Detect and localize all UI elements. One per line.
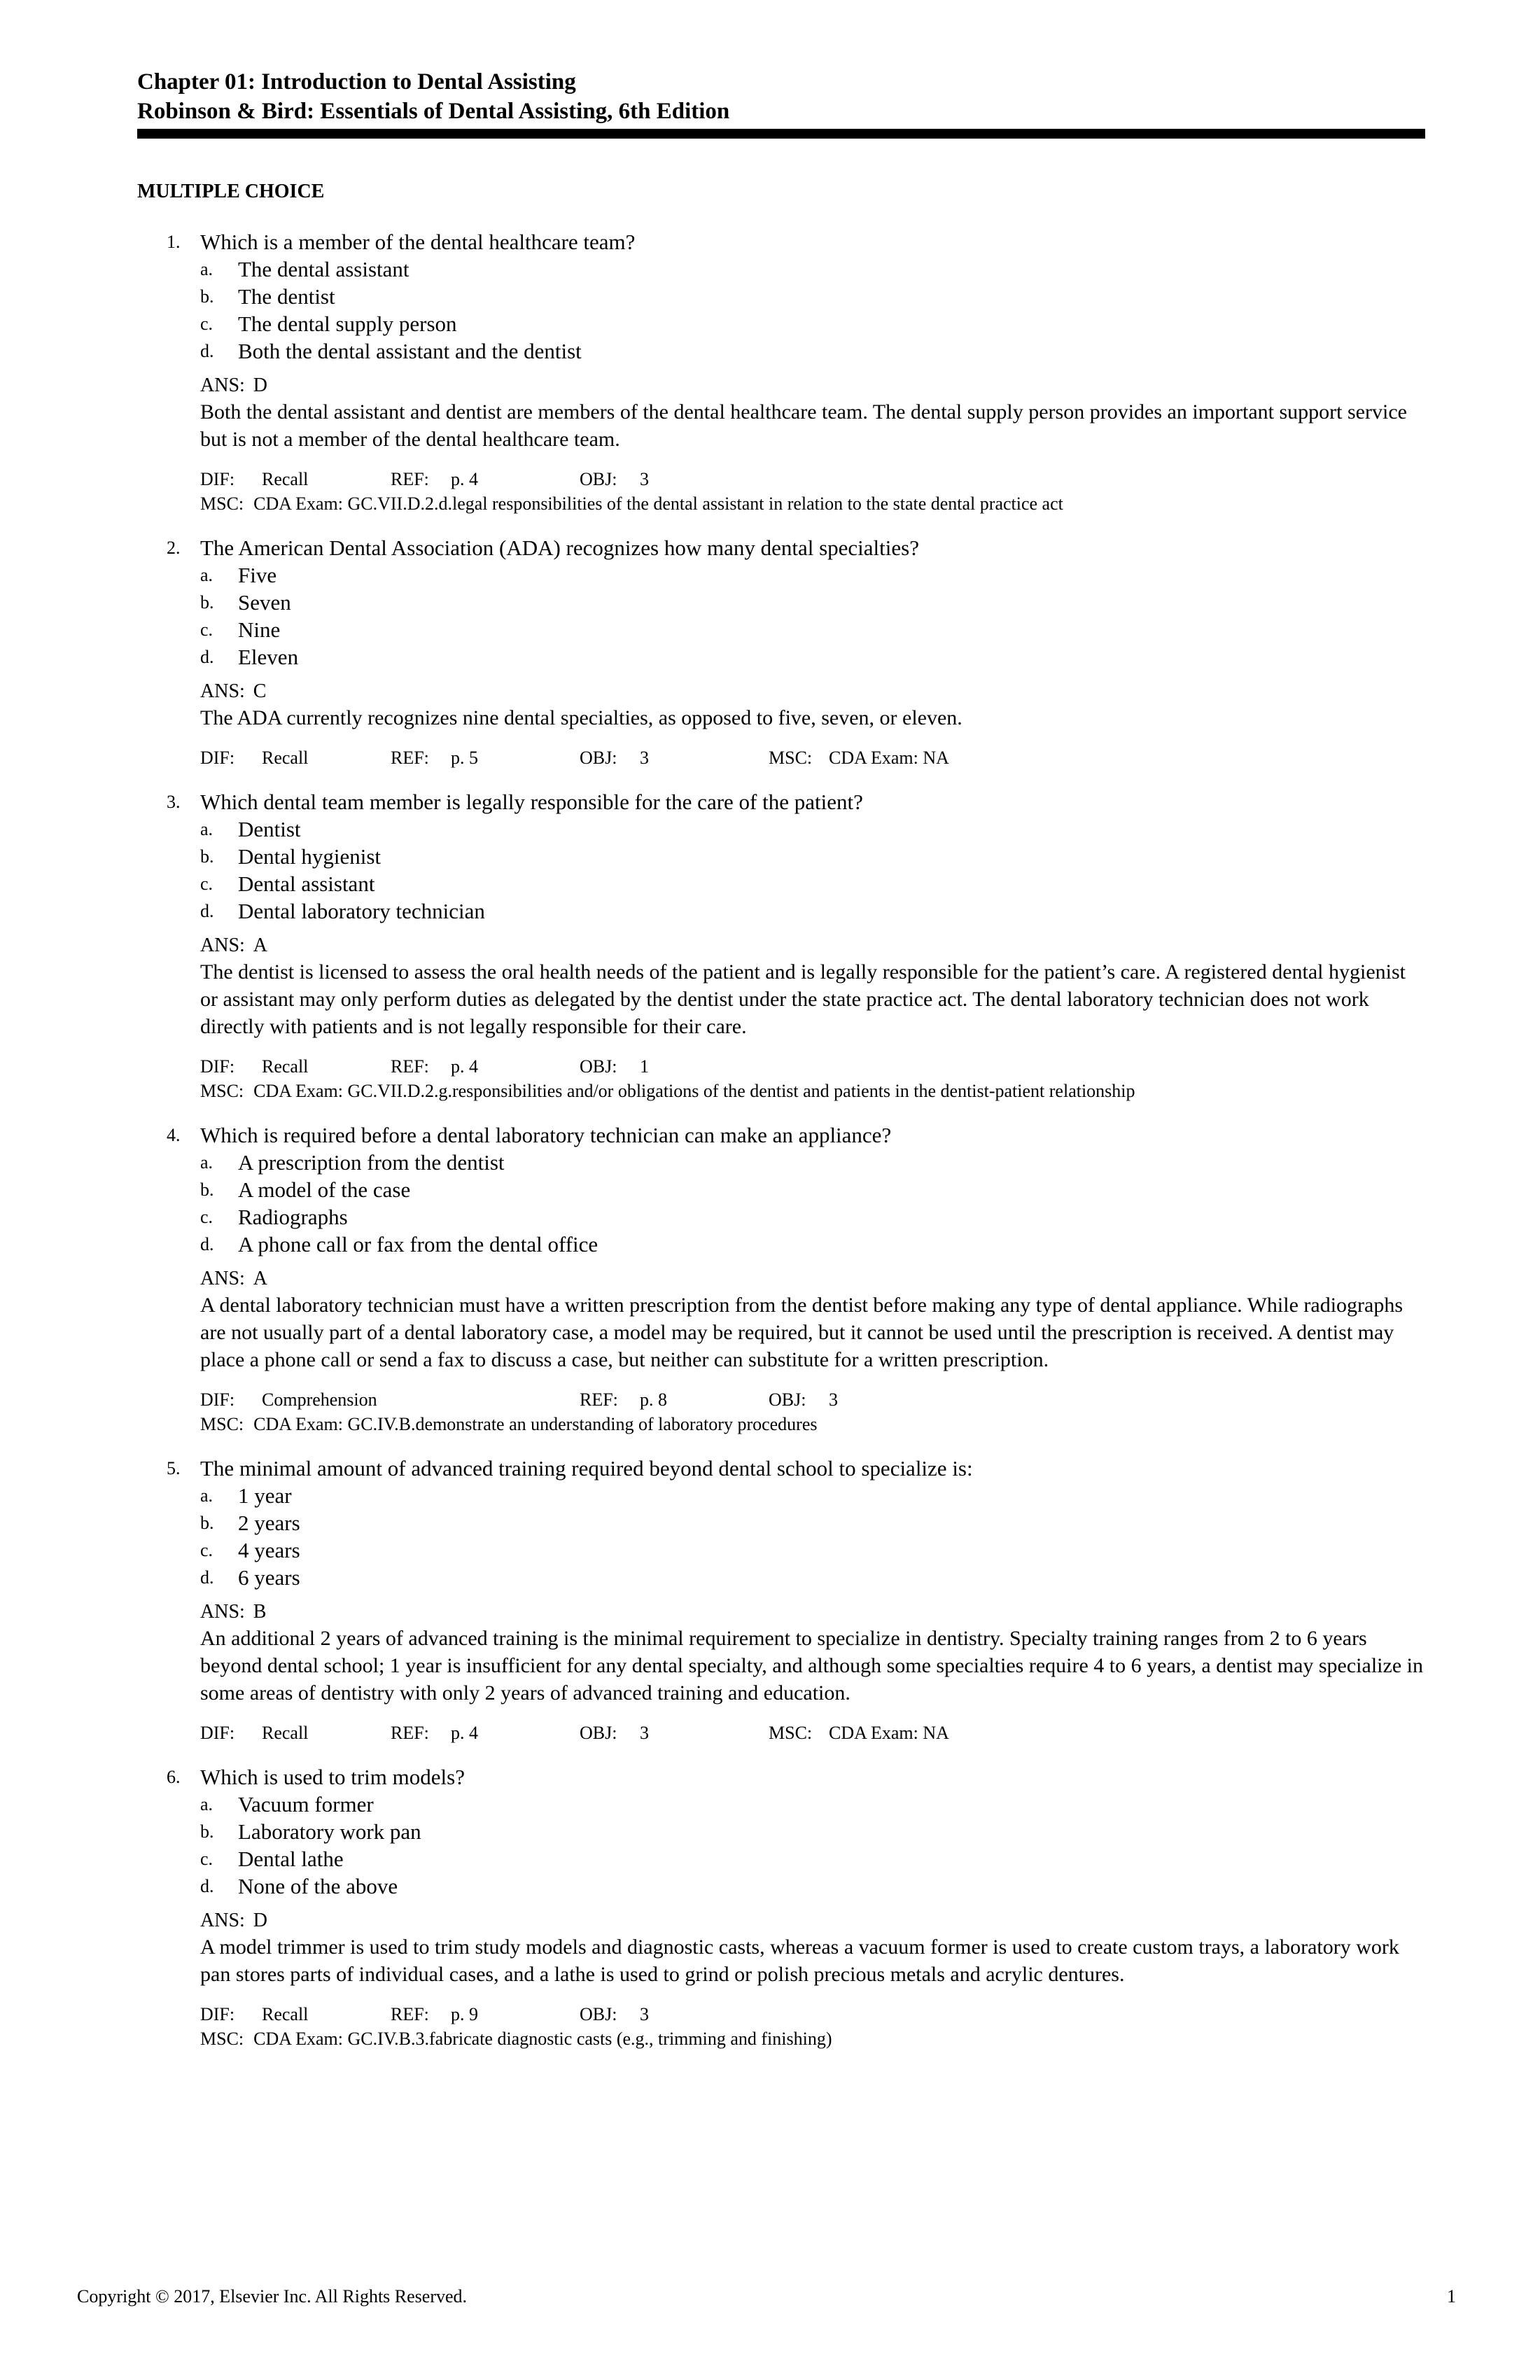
msc-row bbox=[200, 2026, 1425, 2051]
option-letter: c. bbox=[200, 874, 214, 894]
msc-row bbox=[200, 1079, 1425, 1103]
question-number: 6. bbox=[167, 1767, 181, 1787]
answer-key bbox=[137, 679, 1425, 704]
metadata-row bbox=[200, 1054, 1425, 1079]
option-text: A phone call or fax from the dental office bbox=[238, 1232, 598, 1256]
option-letter: c. bbox=[200, 1540, 214, 1560]
answer-option bbox=[200, 1791, 1425, 1818]
option-text: None of the above bbox=[238, 1874, 398, 1898]
answer-options bbox=[137, 1791, 1425, 1900]
option-letter: c. bbox=[200, 1207, 214, 1227]
dif-value: Recall bbox=[262, 1056, 309, 1077]
question-metadata bbox=[137, 1721, 1425, 1745]
answer-option bbox=[200, 589, 1425, 616]
option-text: A model of the case bbox=[238, 1177, 411, 1202]
ref-label: REF: bbox=[391, 1056, 429, 1077]
option-text: 6 years bbox=[238, 1565, 300, 1590]
answer-label: ANS: bbox=[200, 374, 245, 396]
dif-label: DIF: bbox=[200, 1390, 235, 1410]
answer-label: ANS: bbox=[200, 934, 245, 956]
answer-option bbox=[200, 616, 1425, 643]
dif-value: Recall bbox=[262, 2004, 309, 2024]
question-metadata bbox=[137, 1054, 1425, 1103]
section-title: MULTIPLE CHOICE bbox=[137, 181, 325, 202]
question-number: 1. bbox=[167, 232, 181, 252]
question-item bbox=[137, 1455, 1425, 1745]
ref-label: REF: bbox=[391, 748, 429, 768]
answer-option bbox=[200, 816, 1425, 843]
metadata-row bbox=[200, 746, 1425, 770]
answer-option bbox=[200, 870, 1425, 897]
header-rule bbox=[137, 129, 1425, 139]
dif-label: DIF: bbox=[200, 1723, 235, 1743]
question-item bbox=[137, 788, 1425, 1103]
dif-label: DIF: bbox=[200, 1056, 235, 1077]
answer-label: ANS: bbox=[200, 680, 245, 702]
msc-label: MSC: bbox=[200, 493, 244, 514]
rationale: An additional 2 years of advanced training is the minimal requirement to specialize in dentistry. Specialty training ranges from 2 to 6 years beyond dental school; 1 year is insufficient for any dental specialty, and although some specialties require 4 to 6 years, a dentist may specialize in some areas of dentistry with only 2 years of advanced training and education. bbox=[200, 1627, 1423, 1704]
question-item bbox=[137, 1121, 1425, 1436]
option-text: Dental hygienist bbox=[238, 844, 382, 869]
option-text: Dentist bbox=[238, 817, 301, 841]
metadata-row bbox=[200, 2002, 1425, 2026]
dif-value: Recall bbox=[262, 469, 309, 489]
msc-label: MSC: bbox=[200, 1081, 244, 1101]
msc-value: CDA Exam: NA bbox=[829, 1723, 949, 1743]
document-header bbox=[137, 67, 1425, 126]
answer-option bbox=[200, 561, 1425, 589]
question-stem bbox=[137, 788, 1425, 816]
option-text: The dental supply person bbox=[238, 312, 457, 336]
ref-value: p. 4 bbox=[451, 1056, 478, 1077]
ref-label: REF: bbox=[580, 1390, 618, 1410]
obj-value: 3 bbox=[640, 748, 649, 768]
option-letter: b. bbox=[200, 286, 214, 307]
ref-value: p. 5 bbox=[451, 748, 478, 768]
question-text: The minimal amount of advanced training required beyond dental school to specialize is: bbox=[200, 1456, 973, 1480]
dif-label: DIF: bbox=[200, 2004, 235, 2024]
answer-option bbox=[200, 283, 1425, 310]
question-metadata bbox=[137, 467, 1425, 516]
msc-value: CDA Exam: GC.IV.B.demonstrate an understanding of laboratory procedures bbox=[253, 1414, 818, 1434]
obj-label: OBJ: bbox=[580, 469, 617, 489]
answer-label: ANS: bbox=[200, 1601, 245, 1623]
answer-option bbox=[200, 1536, 1425, 1564]
option-letter: b. bbox=[200, 1513, 214, 1533]
option-letter: c. bbox=[200, 314, 214, 334]
answer-options bbox=[137, 1149, 1425, 1258]
question-stem bbox=[137, 228, 1425, 255]
obj-value: 3 bbox=[640, 469, 649, 489]
msc-row bbox=[200, 491, 1425, 516]
answer-option bbox=[200, 1203, 1425, 1231]
answer-options bbox=[137, 561, 1425, 671]
answer-option bbox=[200, 843, 1425, 870]
option-text: Dental lathe bbox=[238, 1847, 344, 1871]
option-text: Nine bbox=[238, 617, 281, 642]
dif-value: Recall bbox=[262, 1723, 309, 1743]
question-number: 5. bbox=[167, 1458, 181, 1478]
question-list bbox=[137, 228, 1425, 2069]
question-text: Which is used to trim models? bbox=[200, 1765, 465, 1789]
answer-key bbox=[137, 1266, 1425, 1292]
option-letter: d. bbox=[200, 1234, 214, 1254]
page-number: 1 bbox=[1447, 2286, 1456, 2306]
msc-label: MSC: bbox=[200, 1414, 244, 1434]
answer-option bbox=[200, 1482, 1425, 1509]
msc-value: CDA Exam: NA bbox=[829, 748, 949, 768]
option-text: Dental laboratory technician bbox=[238, 899, 485, 923]
ref-value: p. 4 bbox=[451, 1723, 478, 1743]
obj-label: OBJ: bbox=[769, 1390, 806, 1410]
question-item bbox=[137, 228, 1425, 516]
option-letter: c. bbox=[200, 1849, 214, 1869]
option-text: 2 years bbox=[238, 1511, 300, 1535]
answer-value: D bbox=[253, 374, 268, 396]
option-letter: b. bbox=[200, 846, 214, 867]
answer-options bbox=[137, 816, 1425, 925]
option-text: Dental assistant bbox=[238, 872, 375, 896]
rationale: The dentist is licensed to assess the oral health needs of the patient and is legally responsible for the patient’s care. A registered dental hygienist or assistant may only perform duties as delegated by the dentist under the state practice act. The dental laboratory technician does not work directly with patients and is not legally responsible for their care. bbox=[200, 960, 1406, 1038]
msc-value: CDA Exam: GC.VII.D.2.g.responsibilities and/or obligations of the dentist and patients in the dentist-patient relationship bbox=[253, 1081, 1135, 1101]
option-text: Five bbox=[238, 563, 277, 587]
option-text: 4 years bbox=[238, 1538, 300, 1562]
question-metadata bbox=[137, 746, 1425, 770]
chapter-title: Chapter 01: Introduction to Dental Assisting bbox=[137, 69, 576, 94]
answer-option bbox=[200, 1872, 1425, 1900]
question-stem bbox=[137, 1763, 1425, 1791]
msc-label: MSC: bbox=[769, 1723, 813, 1743]
ref-value: p. 9 bbox=[451, 2004, 478, 2024]
obj-value: 1 bbox=[640, 1056, 649, 1077]
ref-value: p. 8 bbox=[640, 1390, 667, 1410]
option-letter: a. bbox=[200, 819, 214, 839]
option-letter: d. bbox=[200, 1567, 214, 1588]
option-letter: a. bbox=[200, 259, 214, 279]
answer-value: C bbox=[253, 680, 267, 702]
page-footer bbox=[0, 2286, 1540, 2314]
metadata-row bbox=[200, 467, 1425, 491]
question-item bbox=[137, 1763, 1425, 2051]
answer-option bbox=[200, 1845, 1425, 1872]
obj-value: 3 bbox=[640, 2004, 649, 2024]
option-text: Seven bbox=[238, 590, 291, 615]
answer-option bbox=[200, 1231, 1425, 1258]
answer-key bbox=[137, 373, 1425, 398]
question-metadata bbox=[137, 1387, 1425, 1436]
question-text: Which is required before a dental laboratory technician can make an appliance? bbox=[200, 1123, 892, 1147]
obj-label: OBJ: bbox=[580, 748, 617, 768]
option-text: 1 year bbox=[238, 1483, 292, 1508]
answer-option bbox=[200, 1509, 1425, 1536]
option-text: Vacuum former bbox=[238, 1792, 374, 1816]
obj-label: OBJ: bbox=[580, 1056, 617, 1077]
copyright-notice: Copyright © 2017, Elsevier Inc. All Rights Reserved. bbox=[77, 2286, 468, 2306]
question-number: 4. bbox=[167, 1125, 181, 1145]
book-title: Robinson & Bird: Essentials of Dental Assisting, 6th Edition bbox=[137, 99, 730, 124]
rationale: A model trimmer is used to trim study models and diagnostic casts, whereas a vacuum former is used to create custom trays, a laboratory work pan stores parts of individual cases, and a lathe is used to grind or polish precious metals and acrylic dentures. bbox=[200, 1935, 1399, 1986]
answer-value: B bbox=[253, 1601, 267, 1623]
option-letter: d. bbox=[200, 647, 214, 667]
answer-key bbox=[137, 933, 1425, 958]
option-letter: a. bbox=[200, 1485, 214, 1506]
rationale: A dental laboratory technician must have a written prescription from the dentist before making any type of dental appliance. While radiographs are not usually part of a dental laboratory case, a model may be required, but it cannot be used until the prescription is received. A dentist may place a phone call or send a fax to discuss a case, but neither can substitute for a written prescription. bbox=[200, 1294, 1404, 1371]
option-letter: b. bbox=[200, 1180, 214, 1200]
option-letter: a. bbox=[200, 1152, 214, 1172]
msc-label: MSC: bbox=[769, 748, 813, 768]
answer-value: A bbox=[253, 934, 268, 956]
question-stem bbox=[137, 534, 1425, 561]
answer-option bbox=[200, 1564, 1425, 1591]
answer-options bbox=[137, 1482, 1425, 1591]
option-letter: b. bbox=[200, 592, 214, 612]
obj-label: OBJ: bbox=[580, 1723, 617, 1743]
answer-option bbox=[200, 1818, 1425, 1845]
answer-label: ANS: bbox=[200, 1910, 245, 1931]
question-text: Which is a member of the dental healthcare team? bbox=[200, 230, 636, 254]
option-text: The dental assistant bbox=[238, 257, 410, 281]
obj-label: OBJ: bbox=[580, 2004, 617, 2024]
option-letter: a. bbox=[200, 1794, 214, 1814]
question-metadata bbox=[137, 2002, 1425, 2051]
answer-value: D bbox=[253, 1910, 268, 1931]
msc-value: CDA Exam: GC.VII.D.2.d.legal responsibilities of the dental assistant in relation to the state dental practice act bbox=[253, 493, 1063, 514]
dif-value: Recall bbox=[262, 748, 309, 768]
option-letter: b. bbox=[200, 1821, 214, 1842]
option-letter: c. bbox=[200, 620, 214, 640]
question-number: 2. bbox=[167, 538, 181, 558]
option-letter: a. bbox=[200, 565, 214, 585]
option-text: A prescription from the dentist bbox=[238, 1150, 505, 1175]
option-letter: d. bbox=[200, 1876, 214, 1896]
ref-label: REF: bbox=[391, 1723, 429, 1743]
answer-option bbox=[200, 255, 1425, 283]
option-text: Laboratory work pan bbox=[238, 1819, 421, 1844]
option-text: Radiographs bbox=[238, 1205, 348, 1229]
metadata-row bbox=[200, 1721, 1425, 1745]
answer-key bbox=[137, 1600, 1425, 1625]
dif-value: Comprehension bbox=[262, 1390, 377, 1410]
option-letter: d. bbox=[200, 341, 214, 361]
msc-row bbox=[200, 1412, 1425, 1436]
answer-options bbox=[137, 255, 1425, 365]
option-text: Eleven bbox=[238, 645, 299, 669]
answer-option bbox=[200, 310, 1425, 337]
obj-value: 3 bbox=[829, 1390, 838, 1410]
dif-label: DIF: bbox=[200, 469, 235, 489]
answer-key bbox=[137, 1908, 1425, 1933]
dif-label: DIF: bbox=[200, 748, 235, 768]
question-text: The American Dental Association (ADA) recognizes how many dental specialties? bbox=[200, 536, 919, 560]
ref-label: REF: bbox=[391, 469, 429, 489]
obj-value: 3 bbox=[640, 1723, 649, 1743]
answer-label: ANS: bbox=[200, 1268, 245, 1289]
answer-option bbox=[200, 897, 1425, 925]
answer-option bbox=[200, 643, 1425, 671]
option-letter: d. bbox=[200, 901, 214, 921]
question-stem bbox=[137, 1121, 1425, 1149]
question-text: Which dental team member is legally responsible for the care of the patient? bbox=[200, 790, 863, 814]
option-text: The dentist bbox=[238, 284, 335, 309]
option-text: Both the dental assistant and the dentist bbox=[238, 339, 582, 363]
msc-label: MSC: bbox=[200, 2029, 244, 2049]
answer-option bbox=[200, 337, 1425, 365]
answer-option bbox=[200, 1149, 1425, 1176]
msc-value: CDA Exam: GC.IV.B.3.fabricate diagnostic casts (e.g., trimming and finishing) bbox=[253, 2029, 832, 2049]
metadata-row bbox=[200, 1387, 1425, 1412]
question-item bbox=[137, 534, 1425, 770]
answer-option bbox=[200, 1176, 1425, 1203]
answer-value: A bbox=[253, 1268, 268, 1289]
question-number: 3. bbox=[167, 792, 181, 812]
rationale: The ADA currently recognizes nine dental specialties, as opposed to five, seven, or eleven. bbox=[200, 706, 962, 729]
ref-value: p. 4 bbox=[451, 469, 478, 489]
rationale: Both the dental assistant and dentist are members of the dental healthcare team. The dental supply person provides an important support service but is not a member of the dental healthcare team. bbox=[200, 400, 1407, 451]
question-stem bbox=[137, 1455, 1425, 1482]
ref-label: REF: bbox=[391, 2004, 429, 2024]
